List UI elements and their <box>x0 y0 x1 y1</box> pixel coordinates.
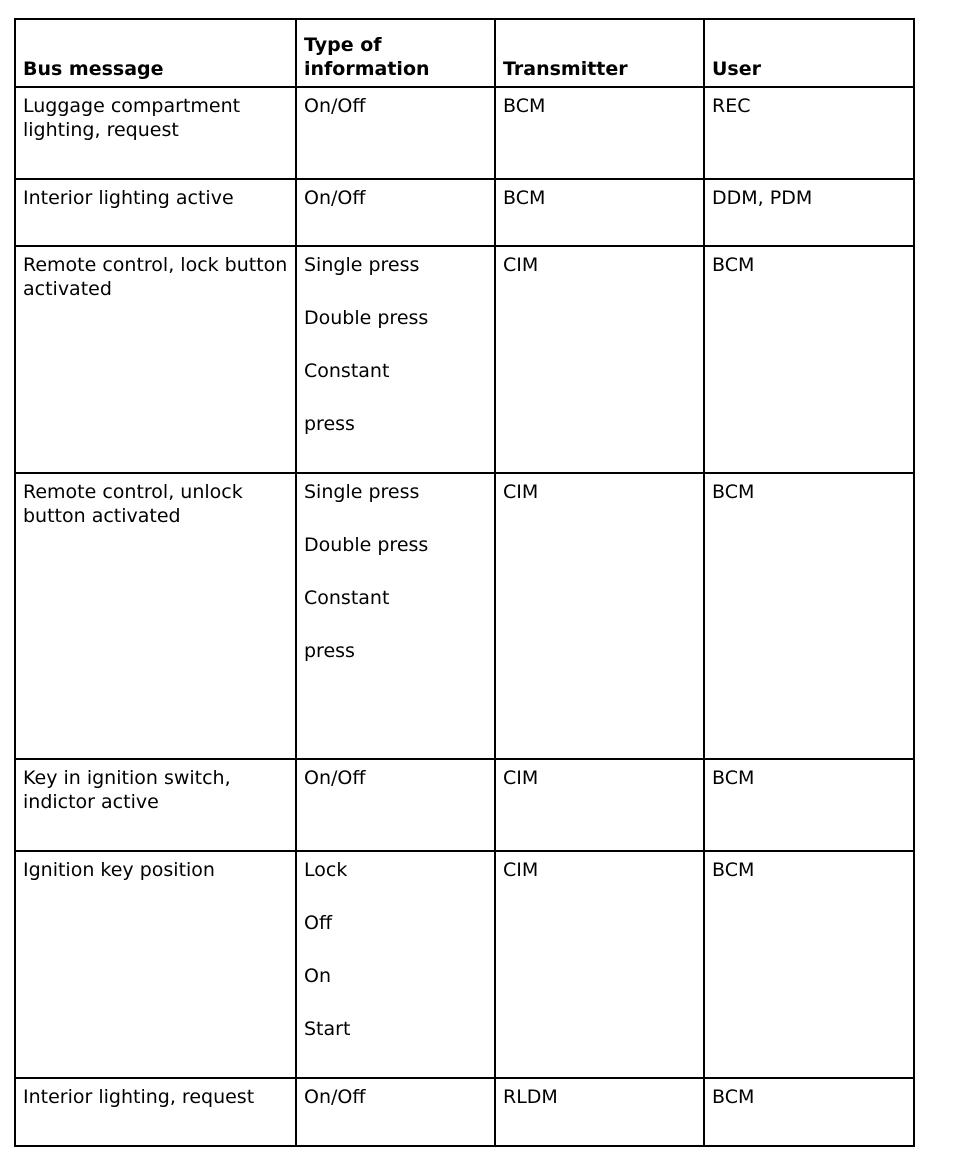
cell-type-of-information <box>296 759 495 851</box>
info-value: On/Off <box>304 95 366 117</box>
table-header-row <box>15 19 914 87</box>
cell-bus-message: Luggage compartment lighting, request <box>15 87 296 179</box>
cell-type-of-information <box>296 87 495 179</box>
cell-transmitter: RLDM <box>495 1078 704 1146</box>
cell-type-of-information <box>296 473 495 759</box>
cell-user: DDM, PDM <box>704 179 914 246</box>
info-value: Constant <box>304 587 390 609</box>
info-value: press <box>304 640 355 662</box>
info-value: Off <box>304 912 333 934</box>
cell-user: REC <box>704 87 914 179</box>
info-value: On/Off <box>304 767 366 789</box>
cell-bus-message: Key in ignition switch, indictor active <box>15 759 296 851</box>
cell-user: BCM <box>704 473 914 759</box>
table-row <box>15 759 914 851</box>
cell-transmitter: CIM <box>495 246 704 473</box>
cell-type-of-information <box>296 1078 495 1146</box>
info-value: press <box>304 413 355 435</box>
cell-transmitter: CIM <box>495 851 704 1078</box>
cell-user: BCM <box>704 1078 914 1146</box>
header-type-of-information <box>296 19 495 87</box>
header-transmitter: Transmitter <box>495 19 704 87</box>
cell-bus-message: Remote control, unlock button activated <box>15 473 296 759</box>
cell-user: BCM <box>704 246 914 473</box>
cell-bus-message: Ignition key position <box>15 851 296 1078</box>
header-user: User <box>704 19 914 87</box>
cell-user: BCM <box>704 851 914 1078</box>
cell-type-of-information <box>296 851 495 1078</box>
header-type-of-information-text: Type of information <box>304 34 430 80</box>
cell-bus-message: Interior lighting, request <box>15 1078 296 1146</box>
table-row <box>15 179 914 246</box>
info-value: Single press <box>304 481 420 503</box>
info-value: On/Off <box>304 187 366 209</box>
cell-transmitter: CIM <box>495 759 704 851</box>
table-row <box>15 87 914 179</box>
table-row <box>15 473 914 759</box>
info-value: Constant <box>304 360 390 382</box>
info-value: Single press <box>304 254 420 276</box>
bus-message-table <box>14 18 915 1147</box>
info-value: On <box>304 965 331 987</box>
cell-bus-message: Remote control, lock button activated <box>15 246 296 473</box>
cell-type-of-information <box>296 246 495 473</box>
info-value: Double press <box>304 307 429 329</box>
cell-user: BCM <box>704 759 914 851</box>
cell-type-of-information <box>296 179 495 246</box>
cell-transmitter: CIM <box>495 473 704 759</box>
cell-transmitter: BCM <box>495 179 704 246</box>
table-row <box>15 851 914 1078</box>
cell-transmitter: BCM <box>495 87 704 179</box>
info-value: Start <box>304 1018 351 1040</box>
info-value: Lock <box>304 859 348 881</box>
info-value: Double press <box>304 534 429 556</box>
table-row <box>15 1078 914 1146</box>
table-row <box>15 246 914 473</box>
cell-bus-message: Interior lighting active <box>15 179 296 246</box>
info-value: On/Off <box>304 1086 366 1108</box>
header-bus-message: Bus message <box>15 19 296 87</box>
